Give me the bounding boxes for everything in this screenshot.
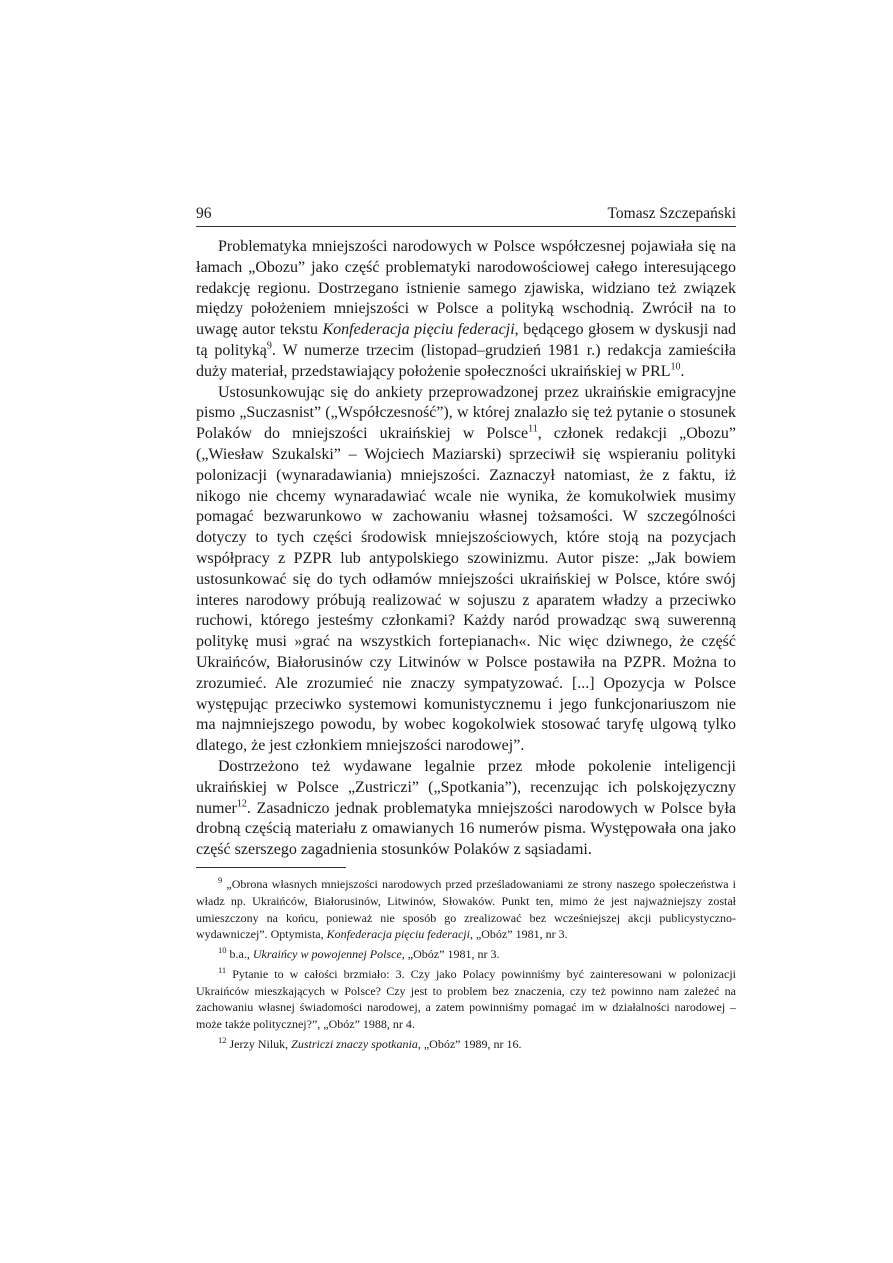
footnote-number: 11 xyxy=(218,964,227,975)
footnote-title: Konfederacja pięciu federacji xyxy=(326,927,470,942)
page xyxy=(196,205,736,1056)
footnote-text: Pytanie to w całości brzmiało: 3. Czy jako Polacy powinniśmy być zainteresowani w polonizacji Ukraińców mieszkających w Polsce? Czy jest to problem bez znaczenia, czy też powinno nam zależeć na zachowaniu własnej świadomości narodowej, a zatem powinniśmy pomagać im w działalności narodowej – może także politycznej?”, „Obóz” 1988, nr 4. xyxy=(196,966,737,1032)
footnote-text: Jerzy Niluk, xyxy=(229,1037,292,1052)
footnote-12 xyxy=(196,1036,736,1053)
text-run: Problematyka mniejszości narodowych w Polsce współczesnej pojawiała się na łamach „Obozu” jako część problematyki narodowościowej całego interesującego redakcję regionu. Dostrzegano istnienie samego zjawiska, widziano też związek między położeniem mniejszości w Polsce a polityką wschodnią. Zwrócił na to uwagę autor tekstu xyxy=(196,238,736,339)
footnote-text: , „Obóz” 1981, nr 3. xyxy=(401,947,500,962)
paragraph-3 xyxy=(196,757,736,861)
footnote-text: , „Obóz” 1989, nr 16. xyxy=(417,1037,522,1052)
body-text xyxy=(196,237,736,861)
footnote-text: „Obrona własnych mniejszości narodowych przed prześladowaniami ze strony naszego społeczeństwa i władz np. Ukraińców, Białorusinów, Litwinów, Słowaków. Punkt ten, mimo że jest najważniejszy został umieszczony na końcu, ponieważ nie sposób go zrealizować bez wcześniejszej akcji publicystyczno-wydawniczej”. Optymista, xyxy=(196,876,737,942)
footnote-9 xyxy=(196,876,736,943)
footnote-text: b.a., xyxy=(229,947,253,962)
footnote-number: 12 xyxy=(218,1035,227,1046)
text-run: . xyxy=(680,362,685,380)
footnote-number: 10 xyxy=(218,945,227,956)
footnote-10 xyxy=(196,946,736,963)
footnote-ref: 11 xyxy=(528,423,538,435)
footnotes xyxy=(196,876,736,1053)
article-title: Konfederacja pięciu federacji xyxy=(322,321,515,339)
footnote-title: Ukraińcy w powojennej Polsce xyxy=(252,947,402,962)
footnote-ref: 10 xyxy=(670,361,681,373)
footnote-11 xyxy=(196,966,736,1033)
running-head xyxy=(196,205,736,227)
footnote-ref: 9 xyxy=(266,340,272,352)
paragraph-2 xyxy=(196,383,736,757)
footnote-title: Zustriczi znaczy spotkania xyxy=(291,1037,418,1052)
footnote-text: , „Obóz” 1981, nr 3. xyxy=(469,927,568,942)
text-run: . W numerze trzecim (listopad–grudzień 1981 r.) redakcja zamieściła duży materiał, przedstawiający położenie społeczności ukraińskiej w PRL xyxy=(196,341,736,380)
paragraph-1 xyxy=(196,237,736,383)
text-run: Dostrzeżono też wydawane legalnie przez młode pokolenie inteligencji ukraińskiej w Polsce „Zustriczi” („Spotkania”), recenzując ich polskojęzyczny numer xyxy=(196,757,736,817)
page-number: 96 xyxy=(196,205,212,222)
text-run: Ustosunkowując się do ankiety przeprowadzonej przez ukraińskie emigracyjne pismo „Suczasnist” („Współczesność”), w której znalazło się też pytanie o stosunek Polaków do mniejszości ukraińskiej w Polsce xyxy=(196,383,736,443)
text-run: . Zasadniczo jednak problematyka mniejszości narodowych w Polsce była drobną częścią materiału z omawianych 16 numerów pisma. Występowała ona jako część szerszego zagadnienia stosunków Polaków z sąsiadami. xyxy=(196,799,736,859)
footnote-separator xyxy=(196,867,346,868)
footnote-ref: 12 xyxy=(236,798,247,810)
author-name: Tomasz Szczepański xyxy=(607,205,736,222)
text-run: , będącego głosem w dyskusji nad tą polityką xyxy=(196,321,737,359)
footnote-number: 9 xyxy=(218,874,223,885)
text-run: , członek redakcji „Obozu” („Wiesław Szukalski” – Wojciech Maziarski) sprzeciwił się wspieraniu polityki polonizacji (wynaradawiania) mniejszości. Zaznaczył natomiast, że z faktu, iż nikogo nie chcemy wynaradawiać wcale nie wynika, że komukolwiek musimy pomagać bezwarunkowo w zachowaniu własnej tożsamości. W szczególności dotyczy to tych części środowisk mniejszościowych, które stoją na pozycjach współpracy z PZPR lub antypolskiego szowinizmu. Autor pisze: „Jak bowiem ustosunkować się do tych odłamów mniejszości ukraińskiej w Polsce, które swój interes narodowy próbują realizować w sojuszu z aparatem władzy a przeciwko ruchowi, którego jesteśmy członkami? Każdy naród prowadząc swą suwerenną politykę musi »grać na wszystkich fortepianach«. Nic więc dziwnego, że część Ukraińców, Białorusinów czy Litwinów w Polsce postawiła na PZPR. Można to zrozumieć. Ale zrozumieć nie znaczy sympatyzować. [...] Opozycja w Polsce występując przeciwko systemowi komunistycznemu i jego funkcjonariuszom nie ma najmniejszego powodu, by wobec kogokolwiek stosować taryfę ulgową tylko dlatego, że jest członkiem mniejszości narodowej”. xyxy=(196,425,736,755)
